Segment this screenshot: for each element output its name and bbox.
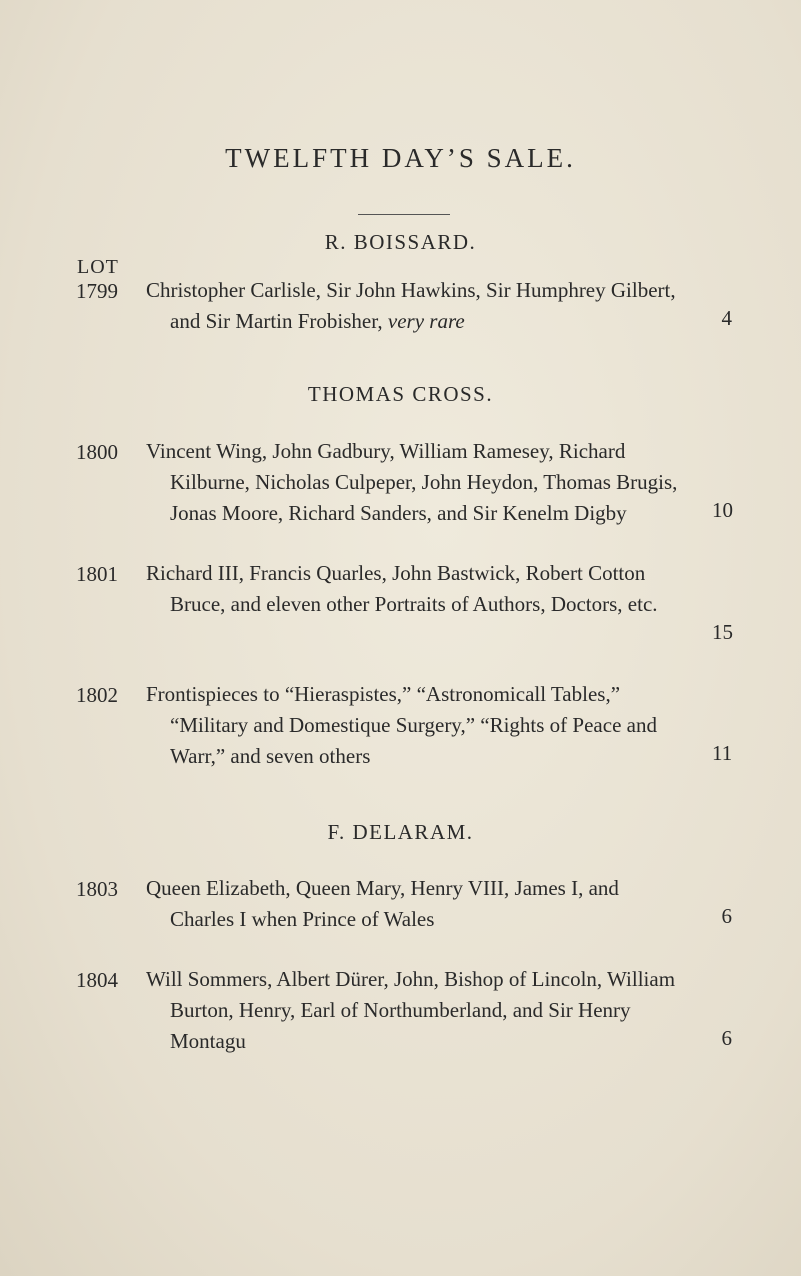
lot-line: Montagu bbox=[170, 1029, 246, 1053]
lot-description bbox=[146, 873, 726, 935]
lot-line: Will Sommers, Albert Dürer, John, Bishop of Lincoln, William bbox=[146, 967, 676, 991]
lot-line: Burton, Henry, Earl of Northumberland, and Sir Henry bbox=[170, 998, 631, 1022]
lot-line: “Military and Domestique Surgery,” “Rights of Peace and bbox=[170, 713, 657, 737]
section-heading-boissard: R. BOISSARD. bbox=[324, 230, 477, 254]
lot-price: 6 bbox=[721, 904, 732, 928]
lot-number: 1800 bbox=[76, 440, 118, 464]
lot-number: 1804 bbox=[76, 968, 118, 992]
lot-price: 15 bbox=[712, 620, 733, 644]
section-heading-delaram: F. DELARAM. bbox=[327, 820, 474, 844]
page-title: TWELFTH DAY’S SALE. bbox=[225, 143, 576, 173]
lot-price: 10 bbox=[712, 498, 733, 522]
lot-number: 1803 bbox=[76, 877, 118, 901]
lot-description bbox=[146, 679, 726, 772]
lot-price: 11 bbox=[712, 741, 733, 765]
lot-description bbox=[146, 964, 726, 1057]
lot-line: Warr,” and seven others bbox=[170, 744, 371, 768]
section-heading-cross: THOMAS CROSS. bbox=[307, 382, 494, 406]
lot-line bbox=[146, 306, 726, 337]
lot-number: 1799 bbox=[76, 279, 118, 303]
lot-number: 1802 bbox=[76, 683, 118, 707]
lot-line: Vincent Wing, John Gadbury, William Ramesey, Richard bbox=[146, 439, 626, 463]
lot-line: Jonas Moore, Richard Sanders, and Sir Kenelm Digby bbox=[170, 501, 627, 525]
lot-line: Christopher Carlisle, Sir John Hawkins, Sir Humphrey Gilbert, bbox=[146, 278, 676, 302]
lot-line: Bruce, and eleven other Portraits of Authors, Doctors, etc. bbox=[170, 592, 658, 616]
title-rule bbox=[358, 214, 450, 215]
lot-line-text: and Sir Martin Frobisher, very rare bbox=[170, 309, 465, 333]
lot-description bbox=[146, 558, 726, 620]
lot-line: Kilburne, Nicholas Culpeper, John Heydon, Thomas Brugis, bbox=[170, 470, 678, 494]
lot-line: Charles I when Prince of Wales bbox=[170, 907, 435, 931]
lot-price: 6 bbox=[721, 1026, 732, 1050]
lot-number: 1801 bbox=[76, 562, 118, 586]
lot-line: Richard III, Francis Quarles, John Bastwick, Robert Cotton bbox=[146, 561, 646, 585]
lot-description bbox=[146, 275, 726, 337]
lot-line: Frontispieces to “Hieraspistes,” “Astronomicall Tables,” bbox=[146, 682, 621, 706]
lot-line: Queen Elizabeth, Queen Mary, Henry VIII, James I, and bbox=[146, 876, 619, 900]
lot-description bbox=[146, 436, 726, 529]
lot-column-label: LOT bbox=[77, 256, 119, 278]
lot-price: 4 bbox=[721, 306, 732, 330]
